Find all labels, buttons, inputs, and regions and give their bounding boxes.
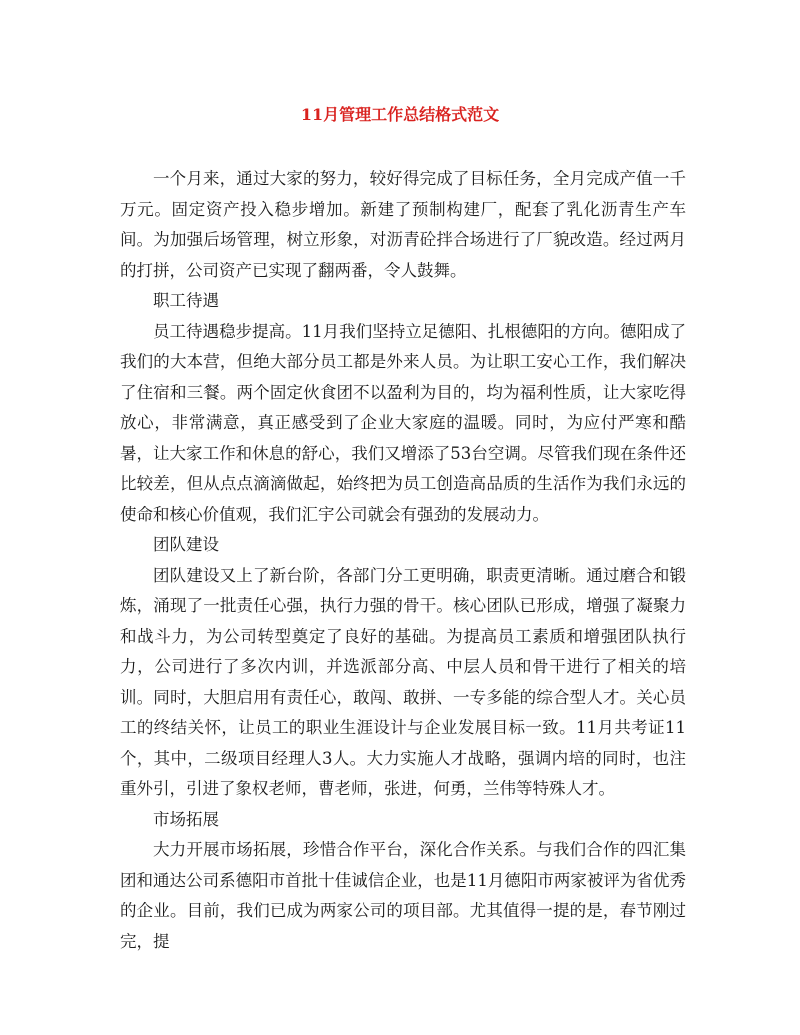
- document-title: 11月管理工作总结格式范文: [300, 105, 500, 124]
- market-expansion-paragraph: 大力开展市场拓展，珍惜合作平台，深化合作关系。与我们合作的四汇集团和通达公司系德阳市首批十佳诚信企业，也是11月德阳市两家被评为省优秀的企业。目前，我们已成为两家公司的项目部。尤其值得一提的是，春节刚过完，提: [120, 840, 686, 951]
- document-body: [120, 164, 686, 957]
- section-heading-staff-benefits: 职工待遇: [153, 291, 219, 310]
- staff-benefits-paragraph: 员工待遇稳步提高。11月我们坚持立足德阳、扎根德阳的方向。德阳成了我们的大本营，但绝大部分员工都是外来人员。为让职工安心工作，我们解决了住宿和三餐。两个固定伙食团不以盈利为目的，均为福利性质，让大家吃得放心，非常满意，真正感受到了企业大家庭的温暖。同时，为应付严寒和酷暑，让大家工作和休息的舒心，我们又增添了53台空调。尽管我们现在条件还比较差，但从点点滴滴做起，始终把为员工创造高品质的生活作为我们永远的使命和核心价值观，我们汇宇公司就会有强劲的发展动力。: [120, 321, 686, 524]
- intro-paragraph: 一个月来，通过大家的努力，较好得完成了目标任务，全月完成产值一千万元。固定资产投入稳步增加。新建了预制构建厂，配套了乳化沥青生产车间。为加强后场管理，树立形象，对沥青砼拌合场进行了厂貌改造。经过两月的打拼，公司资产已实现了翻两番，令人鼓舞。: [120, 169, 686, 280]
- team-building-paragraph: 团队建设又上了新台阶，各部门分工更明确，职责更清晰。通过磨合和锻炼，涌现了一批责任心强，执行力强的骨干。核心团队已形成，增强了凝聚力和战斗力，为公司转型奠定了良好的基础。为提高员工素质和增强团队执行力，公司进行了多次内训，并选派部分高、中层人员和骨干进行了相关的培训。同时，大胆启用有责任心，敢闯、敢拼、一专多能的综合型人才。关心员工的终结关怀，让员工的职业生涯设计与企业发展目标一致。11月共考证11个，其中，二级项目经理人3人。大力实施人才战略，强调内培的同时，也注重外引，引进了象权老师，曹老师，张进，何勇，兰伟等特殊人才。: [120, 565, 686, 798]
- section-heading-market-expansion: 市场拓展: [153, 809, 219, 829]
- section-heading-team-building: 团队建设: [153, 535, 219, 554]
